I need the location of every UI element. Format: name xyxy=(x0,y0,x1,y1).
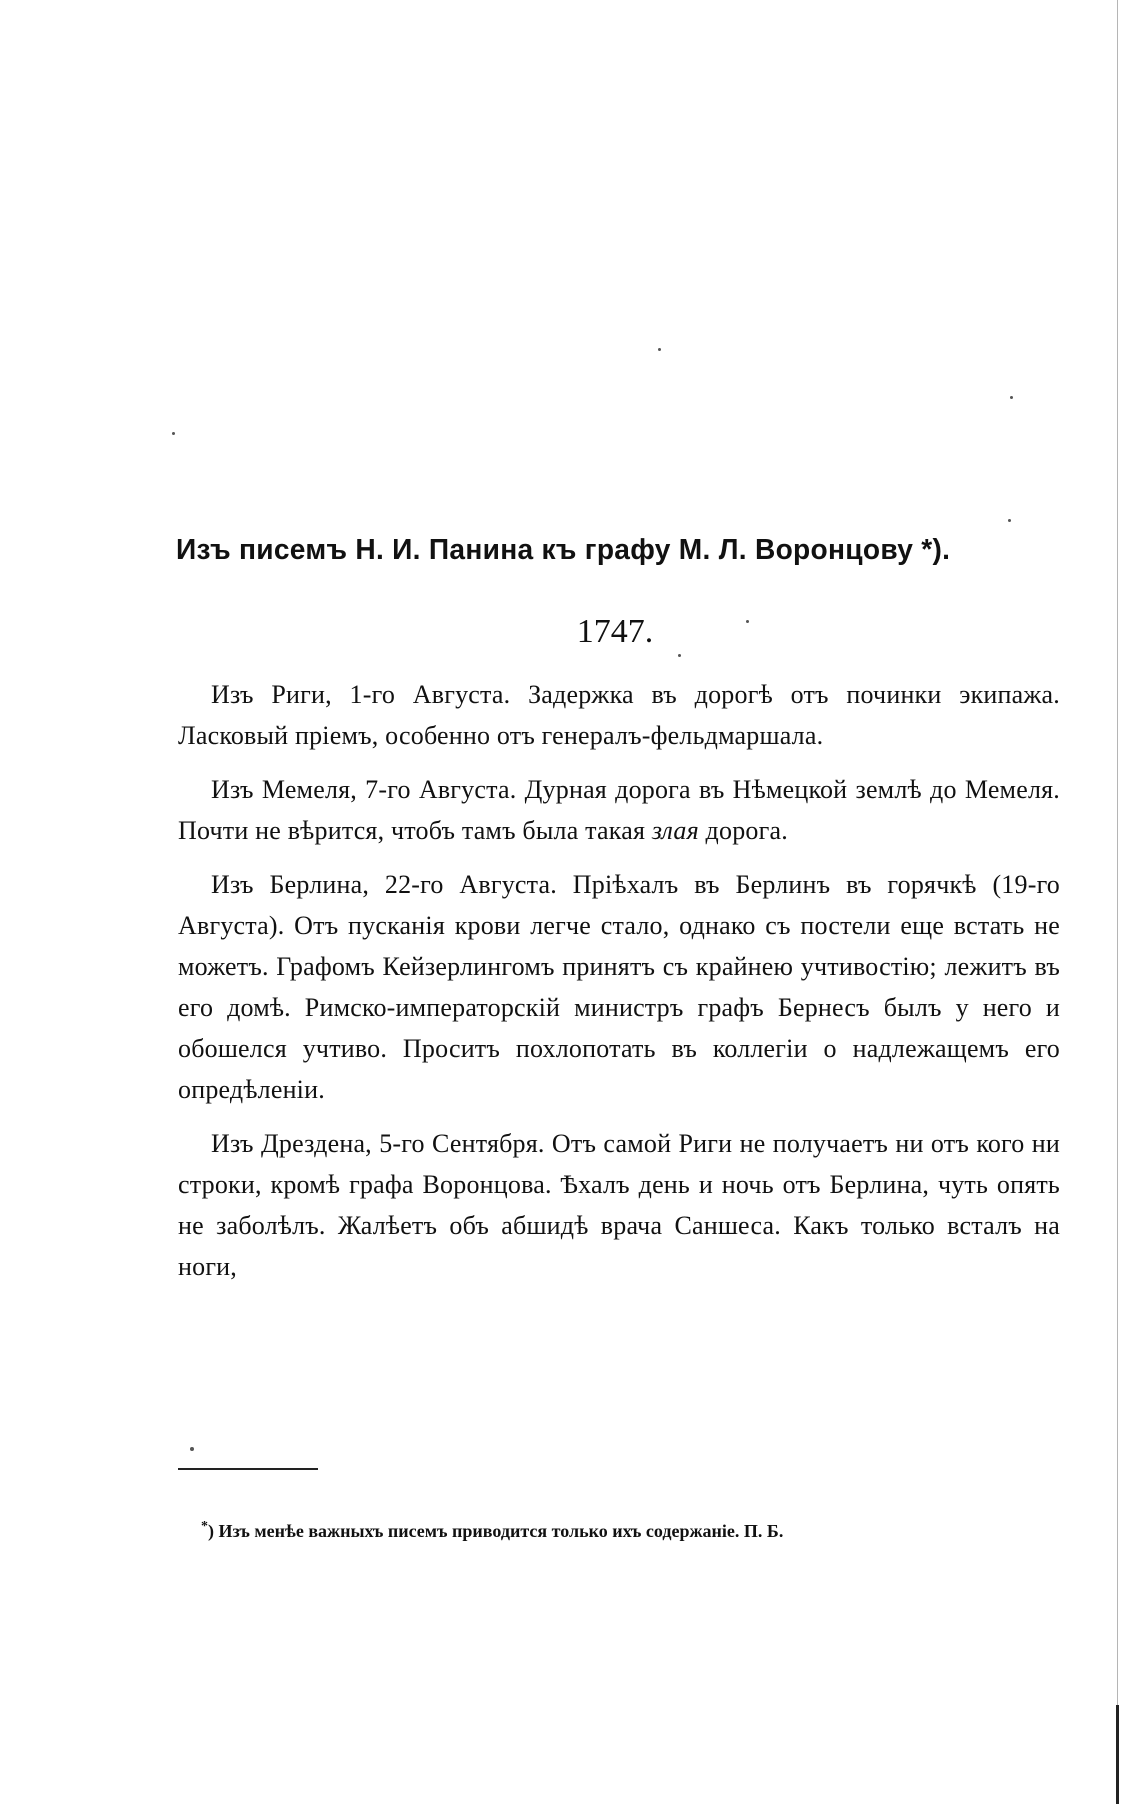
print-speck xyxy=(678,654,681,657)
footnote-divider xyxy=(178,1468,318,1470)
paragraph-riga: Изъ Риги, 1-го Августа. Задержка въ дорогѣ отъ починки экипажа. Ласковый пріемъ, особенно отъ генералъ-фельдмаршала. xyxy=(178,680,1060,750)
page-edge-shadow xyxy=(1116,1705,1119,1804)
page-edge-line xyxy=(1117,0,1118,1804)
paragraph-berlin: Изъ Берлина, 22-го Августа. Пріѣхалъ въ Берлинъ въ горячкѣ (19-го Августа). Отъ пусканія крови легче стало, однако съ постели еще встать не можетъ. Графомъ Кейзерлингомъ принятъ съ крайнею учтивостію; лежитъ въ его домѣ. Римско-императорскій министръ графъ Бернесъ былъ у него и обошелся учтиво. Проситъ похлопотать въ коллегіи о надлежащемъ его опредѣленіи. xyxy=(178,870,1060,1104)
paragraph-memel xyxy=(178,769,1060,851)
print-speck xyxy=(190,1447,194,1451)
print-speck xyxy=(172,432,175,435)
paragraph-memel-text: Изъ Мемеля, 7-го Августа. Дурная дорога въ Нѣмецкой землѣ до Мемеля. Почти не вѣрится, чтобъ тамъ была такая xyxy=(178,775,1060,845)
print-speck xyxy=(1008,519,1011,522)
paragraph-memel-text-end: дорога. xyxy=(698,816,788,845)
document-heading: Изъ писемъ Н. И. Панина къ графу М. Л. Воронцову *). xyxy=(176,534,951,566)
letter-summaries xyxy=(178,674,1060,1300)
year-heading: 1747. xyxy=(576,613,654,650)
footnote-mark: * xyxy=(201,1519,208,1534)
paragraph-memel-emphasis: злая xyxy=(651,816,699,845)
footnote xyxy=(201,1518,1061,1544)
paragraph-dresden: Изъ Дрездена, 5-го Сентября. Отъ самой Риги не получаетъ ни отъ кого ни строки, кромѣ графа Воронцова. Ѣхалъ день и ночь отъ Берлина, чуть опять не заболѣлъ. Жалѣетъ объ абшидѣ врача Саншеса. Какъ только всталъ на ноги, xyxy=(178,1129,1060,1281)
print-speck xyxy=(1010,396,1013,399)
footnote-text: ) Изъ менѣе важныхъ писемъ приводится только ихъ содержаніе. П. Б. xyxy=(208,1521,784,1541)
print-speck xyxy=(658,348,661,351)
